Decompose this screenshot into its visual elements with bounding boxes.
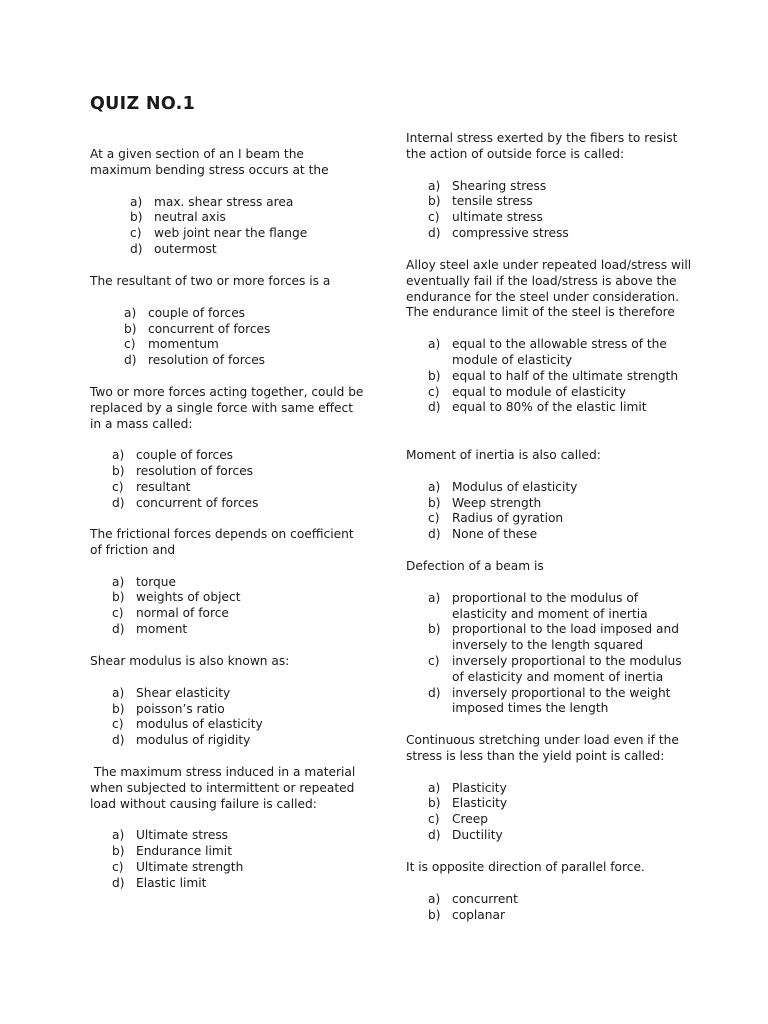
option-text: resolution of forces (148, 353, 266, 368)
option-letter: c) (112, 479, 124, 494)
option-letter: c) (428, 653, 440, 668)
options-list (90, 575, 365, 638)
option-letter: a) (124, 305, 137, 320)
option-text: Ductility (452, 827, 503, 842)
option-letter: d) (428, 527, 441, 542)
option-item (112, 496, 365, 512)
question-block (90, 274, 365, 369)
option-letter: c) (428, 812, 440, 827)
option-text: weights of object (136, 590, 241, 605)
options-list (406, 337, 696, 416)
question-text: Two or more forces acting together, could be replaced by a single force with same effect in a mass called: (90, 385, 368, 431)
question-text: Continuous stretching under load even if the stress is less than the yield point is called: (406, 733, 683, 763)
option-letter: a) (428, 479, 441, 494)
option-item (112, 876, 365, 892)
option-text: couple of forces (148, 305, 246, 320)
option-text: inversely proportional to the modulus of elasticity and moment of inertia (452, 653, 682, 684)
option-text: concurrent (452, 891, 518, 906)
question-text: It is opposite direction of parallel force. (406, 860, 645, 874)
option-text: normal of force (136, 606, 229, 621)
option-text: max. shear stress area (154, 194, 294, 209)
question-block (406, 860, 696, 923)
option-item (112, 622, 365, 638)
question-block (406, 448, 696, 543)
option-text: momentum (148, 337, 219, 352)
option-text: Shearing stress (452, 178, 547, 193)
question-text: The maximum stress induced in a material when subjected to intermittent or repeated load without causing failure is called: (90, 765, 360, 811)
option-item (130, 226, 365, 242)
option-item (428, 480, 696, 496)
question-text: Alloy steel axle under repeated load/stress will eventually fail if the load/stress is above the endurance for the steel under consideration. The endurance limit of the steel is therefore (406, 258, 695, 320)
option-item (124, 306, 365, 322)
option-item (428, 194, 696, 210)
option-text: web joint near the flange (154, 226, 308, 241)
option-item (428, 892, 696, 908)
option-item (428, 781, 696, 797)
question-text: Internal stress exerted by the fibers to resist the action of outside force is called: (406, 131, 682, 161)
option-item (428, 828, 696, 844)
option-text: proportional to the load imposed and inversely to the length squared (452, 622, 679, 653)
option-text: tensile stress (452, 194, 533, 209)
option-letter: a) (428, 780, 441, 795)
option-text: coplanar (452, 907, 505, 922)
option-item (428, 369, 696, 385)
question-text: Shear modulus is also known as: (90, 654, 290, 668)
option-text: modulus of rigidity (136, 733, 251, 748)
question-block (406, 258, 696, 416)
option-letter: b) (428, 194, 441, 209)
question-text: The resultant of two or more forces is a (90, 274, 331, 288)
option-letter: a) (428, 590, 441, 605)
question-text: At a given section of an I beam the maximum bending stress occurs at the (90, 147, 329, 177)
option-letter: c) (428, 384, 440, 399)
option-text: resultant (136, 479, 191, 494)
option-letter: c) (428, 210, 440, 225)
option-letter: b) (428, 622, 441, 637)
option-letter: b) (112, 464, 125, 479)
option-text: Endurance limit (136, 844, 232, 859)
question-block (90, 385, 368, 512)
option-text: modulus of elasticity (136, 717, 263, 732)
option-text: Radius of gyration (452, 511, 564, 526)
option-item (428, 210, 696, 226)
options-list (90, 828, 365, 891)
option-letter: b) (124, 321, 137, 336)
option-letter: d) (428, 685, 441, 700)
option-letter: b) (112, 844, 125, 859)
option-text: Elastic limit (136, 875, 207, 890)
options-list (406, 781, 696, 844)
option-text: compressive stress (452, 225, 569, 240)
option-letter: c) (112, 859, 124, 874)
option-text: resolution of forces (136, 464, 254, 479)
option-letter: c) (130, 226, 142, 241)
question-text: The frictional forces depends on coefficient of friction and (90, 527, 358, 557)
option-item (112, 686, 365, 702)
option-letter: a) (130, 194, 143, 209)
option-letter: a) (112, 574, 125, 589)
option-item (428, 527, 696, 543)
option-item (130, 195, 365, 211)
option-item (112, 844, 365, 860)
option-text: Shear elasticity (136, 685, 231, 700)
option-letter: c) (428, 511, 440, 526)
option-item (112, 702, 365, 718)
option-letter: b) (112, 701, 125, 716)
option-item (428, 622, 696, 654)
option-letter: b) (428, 368, 441, 383)
option-item (112, 860, 365, 876)
option-item (428, 686, 696, 718)
option-text: neutral axis (154, 210, 226, 225)
question-block (90, 147, 365, 258)
option-item (428, 496, 696, 512)
option-item (130, 210, 365, 226)
options-list (406, 591, 696, 717)
option-item (124, 337, 365, 353)
option-item (130, 242, 365, 258)
option-text: outermost (154, 241, 217, 256)
question-block (90, 765, 365, 892)
option-item (428, 337, 696, 369)
options-list (90, 306, 365, 369)
option-letter: a) (112, 828, 125, 843)
option-text: Weep strength (452, 495, 542, 510)
option-text: equal to 80% of the elastic limit (452, 400, 647, 415)
option-item (112, 733, 365, 749)
option-text: poisson’s ratio (136, 701, 225, 716)
options-list (90, 448, 365, 511)
option-letter: d) (112, 875, 125, 890)
option-item (428, 385, 696, 401)
question-block (406, 131, 696, 242)
option-item (428, 591, 696, 623)
option-item (112, 828, 365, 844)
option-letter: d) (428, 225, 441, 240)
option-letter: a) (112, 685, 125, 700)
option-text: Modulus of elasticity (452, 479, 578, 494)
option-letter: b) (112, 590, 125, 605)
option-text: couple of forces (136, 448, 234, 463)
option-text: concurrent of forces (136, 495, 259, 510)
question-block (90, 654, 365, 749)
option-item (112, 717, 365, 733)
option-item (112, 464, 365, 480)
option-letter: c) (112, 717, 124, 732)
option-item (428, 400, 696, 416)
option-letter: d) (112, 495, 125, 510)
option-letter: d) (130, 241, 143, 256)
options-list (90, 686, 365, 749)
options-list (406, 179, 696, 242)
option-letter: c) (112, 606, 124, 621)
option-item (428, 226, 696, 242)
option-text: ultimate stress (452, 210, 543, 225)
option-text: Ultimate strength (136, 859, 244, 874)
option-text: torque (136, 574, 176, 589)
option-letter: d) (112, 733, 125, 748)
option-letter: b) (428, 796, 441, 811)
option-item (112, 590, 365, 606)
option-letter: d) (428, 400, 441, 415)
options-list (406, 892, 696, 924)
question-block (406, 559, 696, 717)
option-item (428, 908, 696, 924)
option-item (428, 812, 696, 828)
option-item (112, 606, 365, 622)
question-block (90, 527, 365, 638)
page-title: QUIZ NO.1 (90, 94, 196, 114)
option-item (112, 480, 365, 496)
option-text: equal to half of the ultimate strength (452, 368, 679, 383)
option-item (112, 575, 365, 591)
option-item (428, 796, 696, 812)
option-item (428, 511, 696, 527)
option-item (428, 179, 696, 195)
option-letter: c) (124, 337, 136, 352)
option-text: moment (136, 621, 188, 636)
option-text: concurrent of forces (148, 321, 271, 336)
option-letter: d) (124, 353, 137, 368)
option-letter: b) (428, 495, 441, 510)
option-letter: b) (428, 907, 441, 922)
option-item (124, 322, 365, 338)
option-item (124, 353, 365, 369)
question-text: Moment of inertia is also called: (406, 448, 601, 462)
option-text: Plasticity (452, 780, 507, 795)
option-text: Ultimate stress (136, 828, 229, 843)
option-text: proportional to the modulus of elasticity and moment of inertia (452, 590, 648, 621)
option-letter: a) (428, 337, 441, 352)
option-text: inversely proportional to the weight imposed times the length (452, 685, 671, 716)
option-item (428, 654, 696, 686)
options-list (90, 195, 365, 258)
option-text: None of these (452, 527, 538, 542)
option-item (112, 448, 365, 464)
option-letter: a) (112, 448, 125, 463)
option-text: Creep (452, 812, 488, 827)
question-text: Defection of a beam is (406, 559, 544, 573)
option-letter: b) (130, 210, 143, 225)
question-block (406, 733, 696, 844)
option-letter: a) (428, 178, 441, 193)
option-letter: d) (112, 621, 125, 636)
option-text: Elasticity (452, 796, 508, 811)
option-text: equal to module of elasticity (452, 384, 626, 399)
option-letter: a) (428, 891, 441, 906)
options-list (406, 480, 696, 543)
option-letter: d) (428, 827, 441, 842)
option-text: equal to the allowable stress of the module of elasticity (452, 337, 667, 367)
